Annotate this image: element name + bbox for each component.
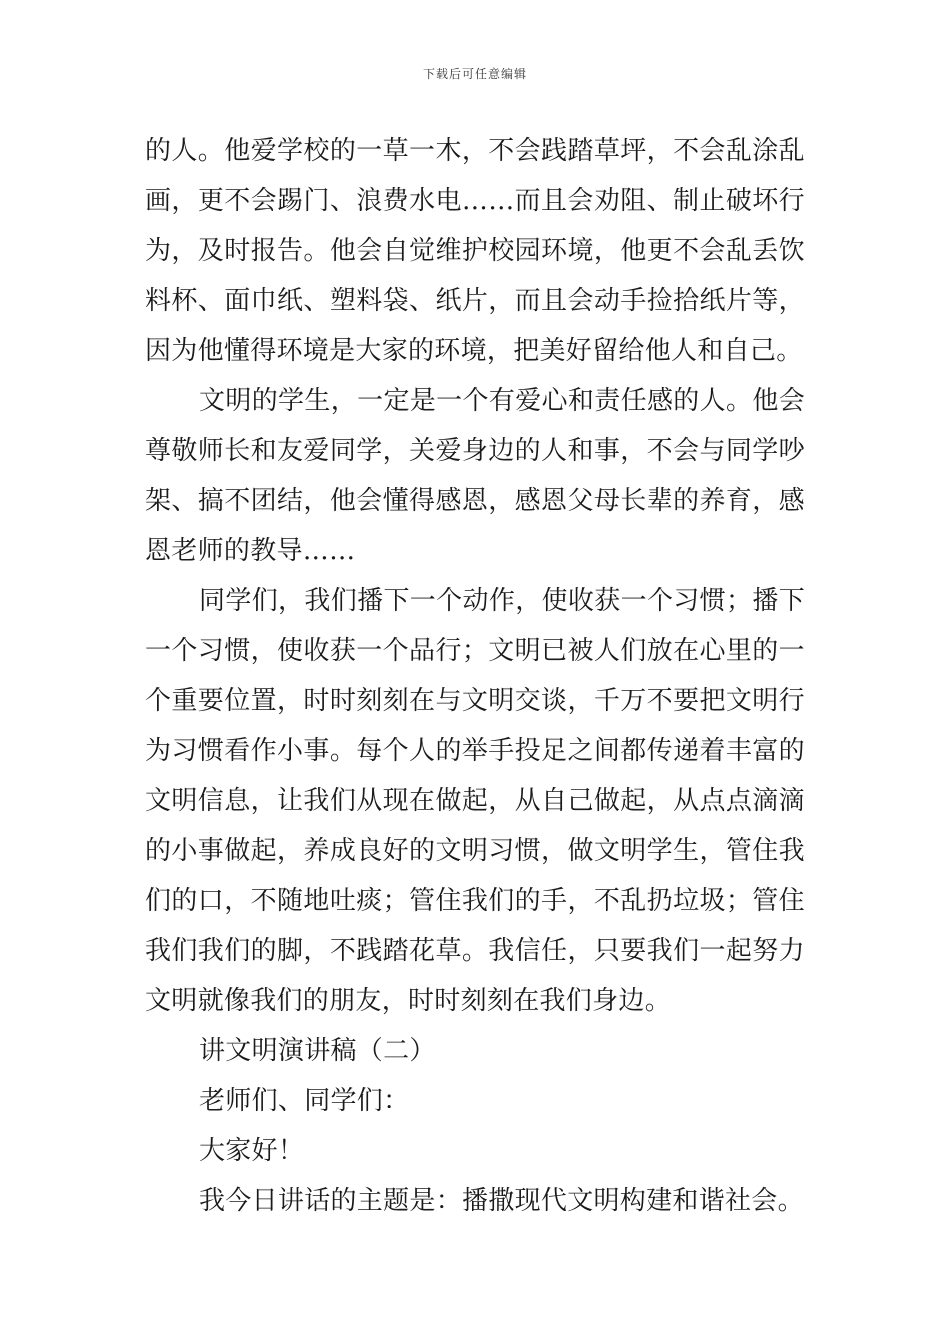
page-header: 下载后可任意编辑: [422, 67, 527, 81]
section-title: 讲文明演讲稿（二）: [199, 1036, 436, 1066]
topic-line: 我今日讲话的主题是：播撒现代文明构建和谐社会。: [199, 1186, 804, 1216]
paragraph-1: 的人。他爱学校的一草一木，不会践踏草坪，不会乱涂乱画，更不会踢门、浪费水电……而且会劝阻、制止破坏行为，及时报告。他会自觉维护校园环境，他更不会乱丢饮料杯、面巾纸、塑料袋、纸片，而且会动手捡拾纸片等，因为他懂得环境是大家的环境，把美好留给他人和自己。: [145, 136, 805, 366]
salutation: 老师们、同学们：: [199, 1086, 410, 1116]
document-body: [145, 126, 805, 1226]
paragraph-2: 文明的学生，一定是一个有爱心和责任感的人。他会尊敬师长和友爱同学，关爱身边的人和事，不会与同学吵架、搞不团结，他会懂得感恩，感恩父母长辈的养育，感恩老师的教导……: [145, 386, 805, 566]
paragraph-3: 同学们，我们播下一个动作，使收获一个习惯；播下一个习惯，使收获一个品行；文明已被人们放在心里的一个重要位置，时时刻刻在与文明交谈，千万不要把文明行为习惯看作小事。每个人的举手投足之间都传递着丰富的文明信息，让我们从现在做起，从自己做起，从点点滴滴的小事做起，养成良好的文明习惯，做文明学生，管住我们的口，不随地吐痰；管住我们的手，不乱扔垃圾；管住我们我们的脚，不践踏花草。我信任，只要我们一起努力文明就像我们的朋友，时时刻刻在我们身边。: [145, 586, 805, 1016]
greeting: 大家好！: [199, 1136, 305, 1166]
